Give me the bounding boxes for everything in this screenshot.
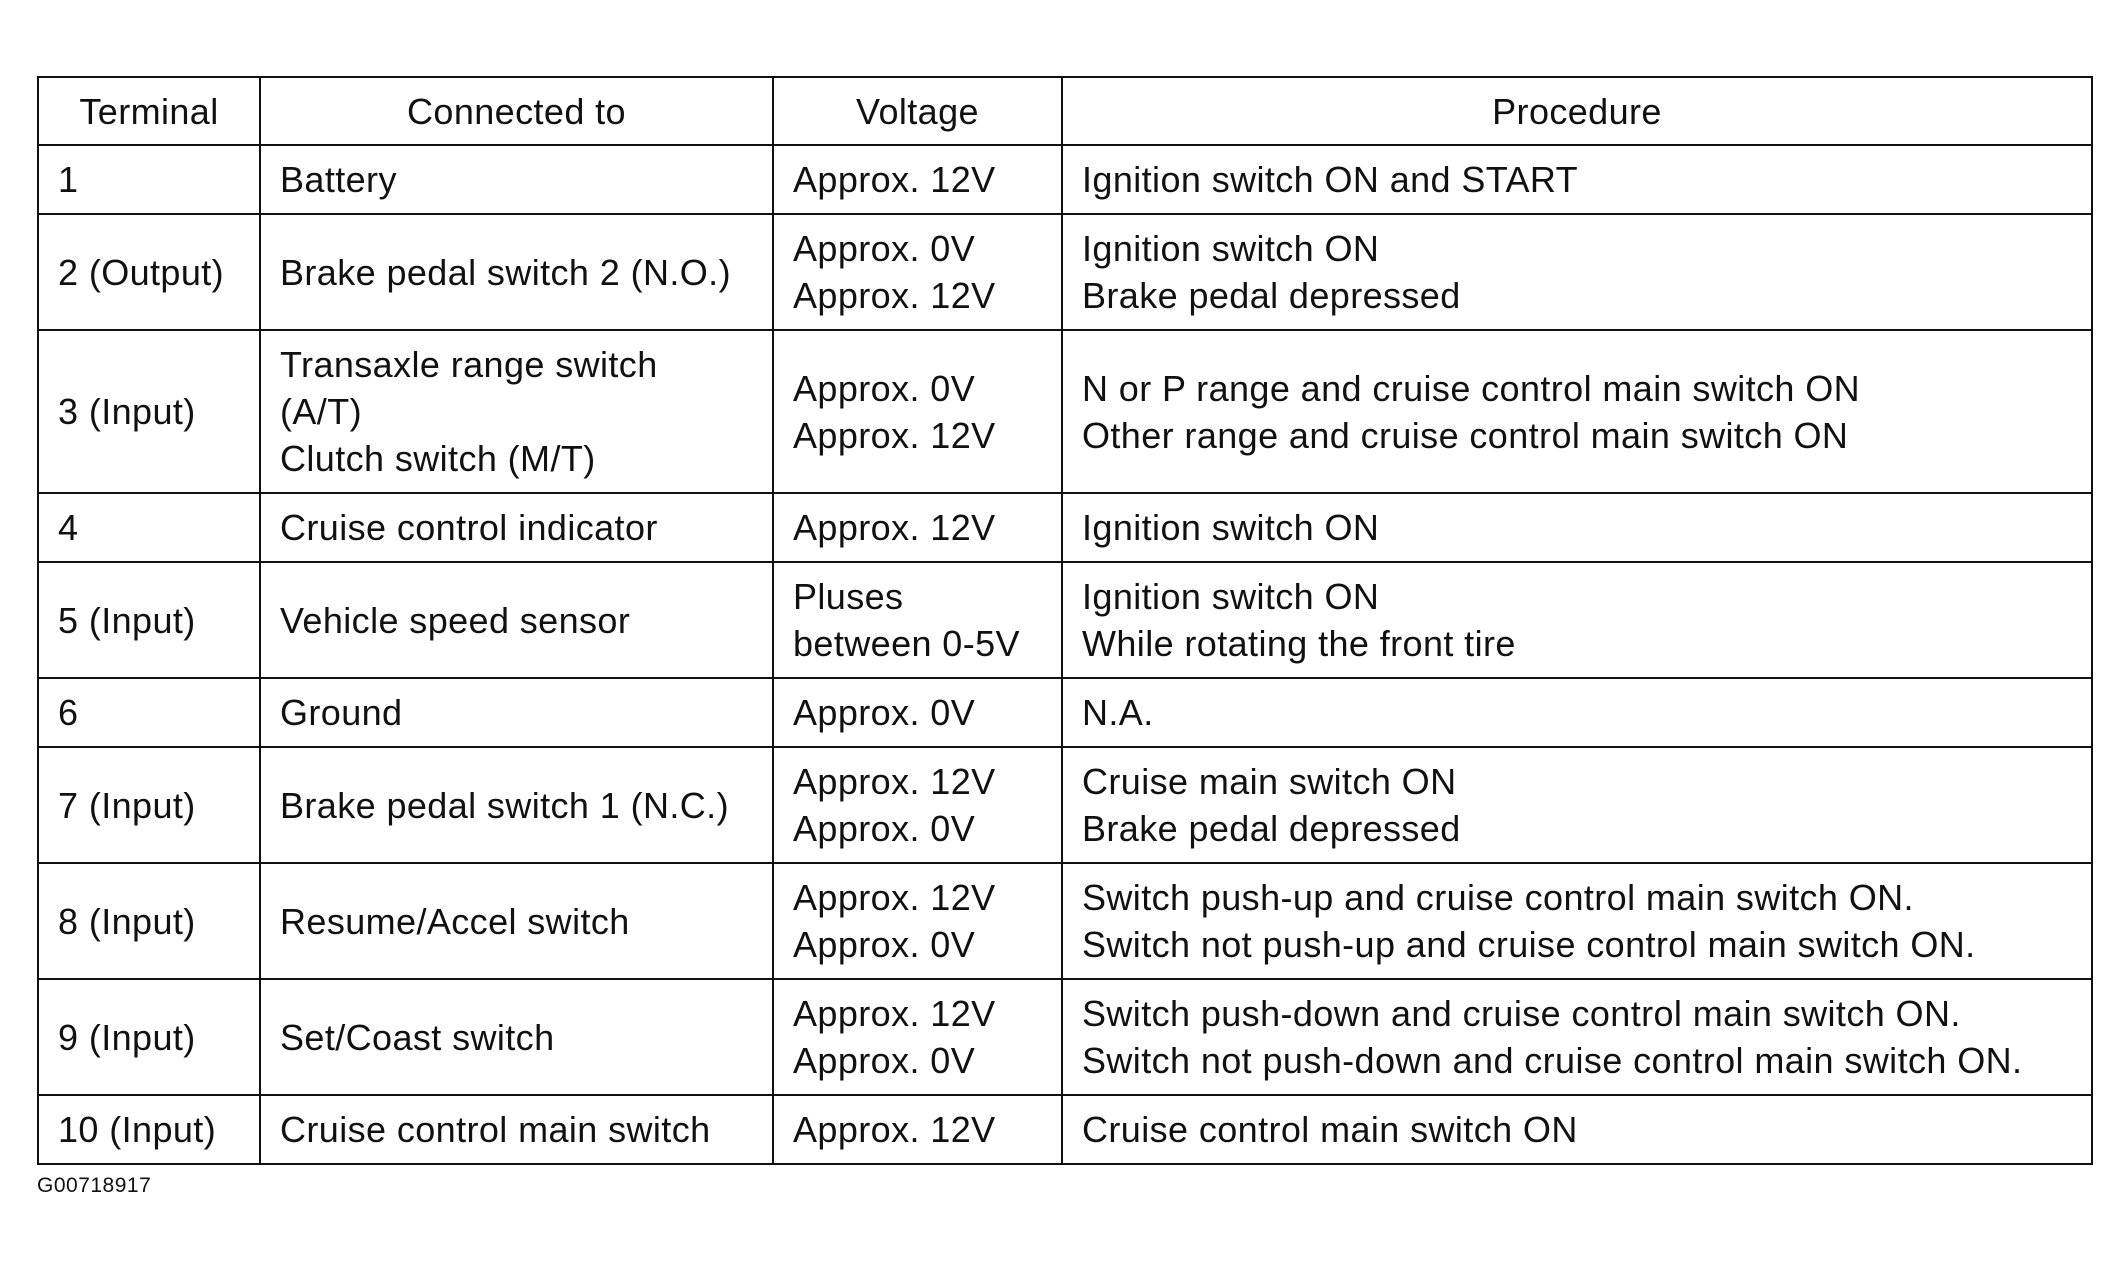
cell-procedure-line: Ignition switch ON (1082, 507, 1380, 548)
cell-connected-to-line: Resume/Accel switch (280, 900, 630, 942)
header-voltage: Voltage (773, 77, 1062, 145)
table-row (38, 214, 2092, 330)
cell-voltage (773, 493, 1062, 562)
cell-terminal: 7 (Input) (38, 747, 260, 863)
cell-connected-to (260, 747, 773, 863)
table-row (38, 747, 2092, 863)
cell-connected-to-line: Vehicle speed sensor (280, 599, 631, 641)
cell-voltage-line: Approx. 12V (793, 877, 996, 918)
cell-procedure (1062, 214, 2092, 330)
cell-procedure (1062, 863, 2092, 979)
cell-voltage-line: Approx. 0V (793, 1040, 976, 1081)
cell-procedure (1062, 678, 2092, 747)
cell-procedure-line: Other range and cruise control main switch ON (1082, 414, 1849, 456)
table-row (38, 979, 2092, 1095)
cell-terminal: 4 (38, 493, 260, 562)
cell-terminal: 8 (Input) (38, 863, 260, 979)
cell-connected-to (260, 493, 773, 562)
cell-procedure-line: While rotating the front tire (1082, 623, 1516, 664)
cell-connected-to (260, 562, 773, 678)
table-row (38, 145, 2092, 214)
cell-voltage (773, 1095, 1062, 1164)
cell-connected-to (260, 678, 773, 747)
cell-voltage (773, 747, 1062, 863)
cell-procedure-line: Switch not push-up and cruise control main switch ON. (1082, 924, 1976, 965)
cell-procedure-line: Switch push-down and cruise control main switch ON. (1082, 993, 1961, 1034)
cell-connected-to-line: Battery (280, 159, 397, 200)
cell-connected-to (260, 979, 773, 1095)
cell-voltage (773, 330, 1062, 493)
cell-procedure-line: Brake pedal depressed (1082, 275, 1461, 316)
figure-code: G00718917 (37, 1174, 152, 1197)
table-body (38, 145, 2092, 1164)
cell-voltage-line: Approx. 12V (793, 159, 996, 200)
cell-procedure (1062, 493, 2092, 562)
cell-voltage-line: between 0-5V (793, 623, 1020, 664)
table-row (38, 678, 2092, 747)
cell-procedure-line: Brake pedal depressed (1082, 808, 1461, 849)
cell-connected-to-line: Brake pedal switch 1 (N.C.) (280, 784, 729, 826)
cell-voltage (773, 145, 1062, 214)
cell-procedure-line: Cruise control main switch ON (1082, 1109, 1578, 1150)
cell-procedure-line: Ignition switch ON and START (1082, 159, 1579, 200)
cell-procedure-line: N.A. (1082, 692, 1154, 733)
cell-terminal: 1 (38, 145, 260, 214)
cell-connected-to (260, 145, 773, 214)
cell-connected-to-line: Cruise control indicator (280, 507, 658, 548)
cell-terminal: 3 (Input) (38, 330, 260, 493)
cell-connected-to-line: Transaxle range switch (280, 344, 658, 385)
cell-voltage-line: Approx. 12V (793, 761, 996, 802)
cell-procedure-line: Ignition switch ON (1082, 228, 1380, 269)
cell-voltage-line: Approx. 12V (793, 1109, 996, 1150)
table-row (38, 1095, 2092, 1164)
cell-procedure (1062, 562, 2092, 678)
table-row (38, 562, 2092, 678)
cell-voltage-line: Pluses (793, 576, 904, 617)
cell-procedure (1062, 145, 2092, 214)
cell-connected-to-line: (A/T) (280, 391, 362, 432)
table-row (38, 493, 2092, 562)
cell-voltage (773, 863, 1062, 979)
cell-voltage-line: Approx. 0V (793, 367, 976, 409)
cell-voltage (773, 562, 1062, 678)
cell-procedure-line: Switch not push-down and cruise control main switch ON. (1082, 1040, 2023, 1081)
cell-terminal: 2 (Output) (38, 214, 260, 330)
cell-voltage-line: Approx. 0V (793, 228, 976, 269)
cell-procedure (1062, 747, 2092, 863)
cell-procedure-line: Ignition switch ON (1082, 576, 1380, 617)
cell-voltage (773, 979, 1062, 1095)
cell-voltage-line: Approx. 12V (793, 507, 996, 548)
cell-connected-to-line: Cruise control main switch (280, 1109, 711, 1150)
table-header-row (38, 77, 2092, 145)
cell-terminal: 10 (Input) (38, 1095, 260, 1164)
cell-connected-to (260, 1095, 773, 1164)
header-connected-to: Connected to (260, 77, 773, 145)
cell-connected-to-line: Ground (280, 692, 403, 733)
table-row (38, 330, 2092, 493)
cell-voltage-line: Approx. 12V (793, 275, 996, 316)
cell-terminal: 6 (38, 678, 260, 747)
cell-voltage-line: Approx. 0V (793, 808, 976, 849)
header-procedure: Procedure (1062, 77, 2092, 145)
cell-procedure (1062, 330, 2092, 493)
cell-voltage (773, 678, 1062, 747)
cell-procedure (1062, 1095, 2092, 1164)
cell-connected-to (260, 330, 773, 493)
cell-procedure (1062, 979, 2092, 1095)
table-row (38, 863, 2092, 979)
cell-procedure-line: Switch push-up and cruise control main switch ON. (1082, 877, 1914, 918)
cell-voltage-line: Approx. 0V (793, 924, 976, 965)
cell-voltage-line: Approx. 12V (793, 414, 996, 456)
cell-voltage-line: Approx. 0V (793, 692, 976, 733)
cell-voltage (773, 214, 1062, 330)
cell-connected-to-line: Set/Coast switch (280, 1016, 555, 1058)
cell-connected-to-line: Brake pedal switch 2 (N.O.) (280, 251, 731, 293)
terminal-voltage-table (37, 76, 2093, 1165)
cell-voltage-line: Approx. 12V (793, 993, 996, 1034)
cell-connected-to (260, 863, 773, 979)
cell-procedure-line: Cruise main switch ON (1082, 761, 1457, 802)
cell-connected-to (260, 214, 773, 330)
cell-terminal: 9 (Input) (38, 979, 260, 1095)
cell-procedure-line: N or P range and cruise control main switch ON (1082, 367, 1861, 409)
cell-terminal: 5 (Input) (38, 562, 260, 678)
header-terminal: Terminal (38, 77, 260, 145)
cell-connected-to-line: Clutch switch (M/T) (280, 438, 596, 479)
